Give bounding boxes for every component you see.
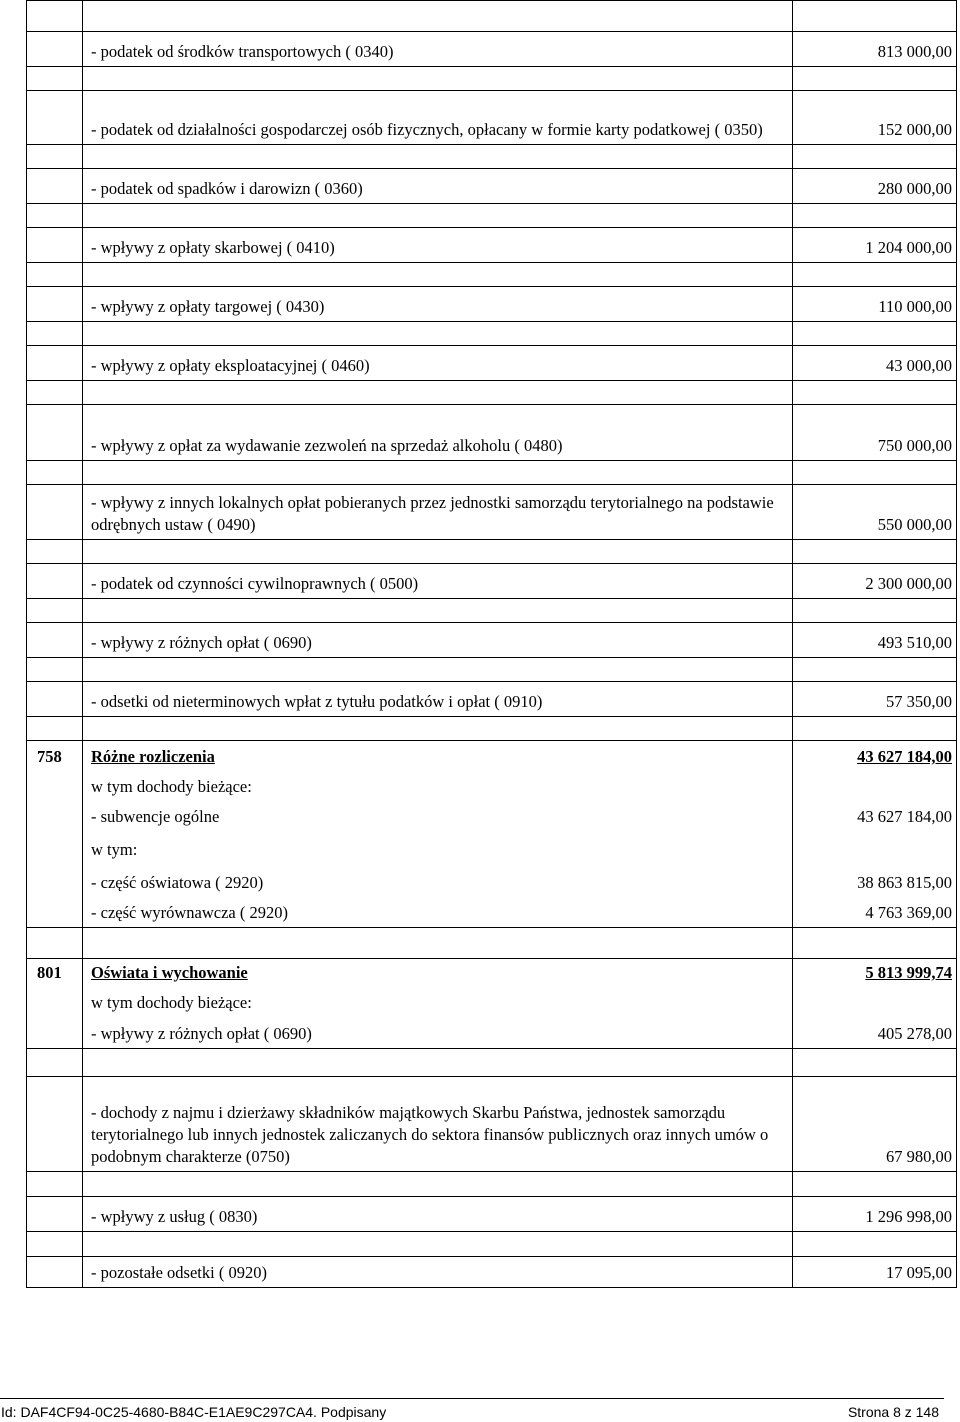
chapter-title: Różne rozliczenia <box>91 747 215 766</box>
table-row <box>26 380 957 404</box>
item-amount: 4 763 369,00 <box>865 903 952 922</box>
table-row <box>26 460 957 484</box>
item-amount: 813 000,00 <box>877 42 952 61</box>
item-description: - podatek od środków transportowych ( 0340) <box>91 42 394 61</box>
chapter-title: Oświata i wychowanie <box>91 963 248 982</box>
page-footer <box>0 1398 944 1422</box>
chapter-code: 801 <box>37 963 62 982</box>
item-amount: 67 980,00 <box>886 1147 952 1166</box>
item-amount: 493 510,00 <box>877 633 952 652</box>
table-row <box>26 1017 957 1048</box>
item-description: - część wyrównawcza ( 2920) <box>91 903 288 922</box>
item-description: - podatek od spadków i darowizn ( 0360) <box>91 179 363 198</box>
item-description: - dochody z najmu i dzierżawy składników majątkowych Skarbu Państwa, jednostek samorządu terytorialnego lub innych jednostek zaliczanych do sektora finansów publicznych oraz innych umów o podobnym charakterze (0750) <box>91 1103 769 1166</box>
table-row <box>26 740 957 771</box>
item-description: - wpływy z opłaty skarbowej ( 0410) <box>91 238 335 257</box>
table-row <box>26 897 957 927</box>
table-row <box>26 1171 957 1196</box>
item-amount: 2 300 000,00 <box>865 574 952 593</box>
item-description: - wpływy z różnych opłat ( 0690) <box>91 1024 312 1043</box>
table-row <box>26 321 957 345</box>
item-description: - wpływy z innych lokalnych opłat pobieranych przez jednostki samorządu terytorialnego na podstawie odrębnych ustaw ( 0490) <box>91 493 774 534</box>
table-row <box>26 681 957 716</box>
table-row <box>26 0 957 31</box>
table-row <box>26 598 957 622</box>
item-amount: 550 000,00 <box>877 515 952 534</box>
item-description: - pozostałe odsetki ( 0920) <box>91 1263 267 1282</box>
item-description: - subwencje ogólne <box>91 807 220 826</box>
budget-table <box>26 0 957 1288</box>
table-row <box>26 831 957 864</box>
item-amount: 43 000,00 <box>886 356 952 375</box>
item-description: - część oświatowa ( 2920) <box>91 873 264 892</box>
table-row <box>26 927 957 958</box>
table-row <box>26 1196 957 1231</box>
item-amount: 280 000,00 <box>877 179 952 198</box>
item-description: - wpływy z różnych opłat ( 0690) <box>91 633 312 652</box>
table-row <box>26 716 957 740</box>
table-row <box>26 771 957 801</box>
table-row <box>26 801 957 831</box>
table-row <box>26 1256 957 1288</box>
item-amount: 1 204 000,00 <box>865 238 952 257</box>
table-row <box>26 539 957 563</box>
table-row <box>26 66 957 90</box>
item-amount: 17 095,00 <box>886 1263 952 1282</box>
table-row <box>26 227 957 262</box>
chapter-amount: 5 813 999,74 <box>865 963 952 982</box>
item-amount: 110 000,00 <box>878 297 952 316</box>
table-row <box>26 1231 957 1256</box>
table-row <box>26 484 957 539</box>
table-row <box>26 404 957 460</box>
item-amount: 405 278,00 <box>877 1024 952 1043</box>
table-row <box>26 1048 957 1076</box>
item-description: - wpływy z opłat za wydawanie zezwoleń na sprzedaż alkoholu ( 0480) <box>91 436 563 455</box>
item-description: w tym dochody bieżące: <box>91 993 252 1012</box>
item-description: - wpływy z opłaty eksploatacyjnej ( 0460) <box>91 356 370 375</box>
chapter-amount: 43 627 184,00 <box>857 747 952 766</box>
item-description: - wpływy z opłaty targowej ( 0430) <box>91 297 325 316</box>
table-row <box>26 657 957 681</box>
item-description: - podatek od działalności gospodarczej osób fizycznych, opłacany w formie karty podatkowej ( 0350) <box>91 120 763 139</box>
table-row <box>26 144 957 168</box>
item-amount: 57 350,00 <box>886 692 952 711</box>
table-row <box>26 262 957 286</box>
item-amount: 750 000,00 <box>877 436 952 455</box>
table-row <box>26 622 957 657</box>
item-amount: 38 863 815,00 <box>857 873 952 892</box>
table-row <box>26 1076 957 1171</box>
table-row <box>26 345 957 380</box>
table-row <box>26 563 957 598</box>
document-id: Id: DAF4CF94-0C25-4680-B84C-E1AE9C297CA4. Podpisany <box>1 1404 387 1420</box>
table-row <box>26 286 957 321</box>
chapter-code: 758 <box>37 747 62 766</box>
item-amount: 43 627 184,00 <box>857 807 952 826</box>
table-row <box>26 987 957 1017</box>
table-row <box>26 958 957 987</box>
table-row <box>26 31 957 66</box>
item-description: w tym dochody bieżące: <box>91 777 252 796</box>
table-row <box>26 203 957 227</box>
table-row <box>26 90 957 144</box>
page-number: Strona 8 z 148 <box>847 1404 939 1420</box>
table-row <box>26 168 957 203</box>
item-description: - wpływy z usług ( 0830) <box>91 1207 258 1226</box>
item-description: w tym: <box>91 840 138 859</box>
item-amount: 152 000,00 <box>877 120 952 139</box>
table-row <box>26 864 957 897</box>
item-description: - odsetki od nieterminowych wpłat z tytułu podatków i opłat ( 0910) <box>91 692 543 711</box>
item-description: - podatek od czynności cywilnoprawnych ( 0500) <box>91 574 419 593</box>
item-amount: 1 296 998,00 <box>865 1207 952 1226</box>
